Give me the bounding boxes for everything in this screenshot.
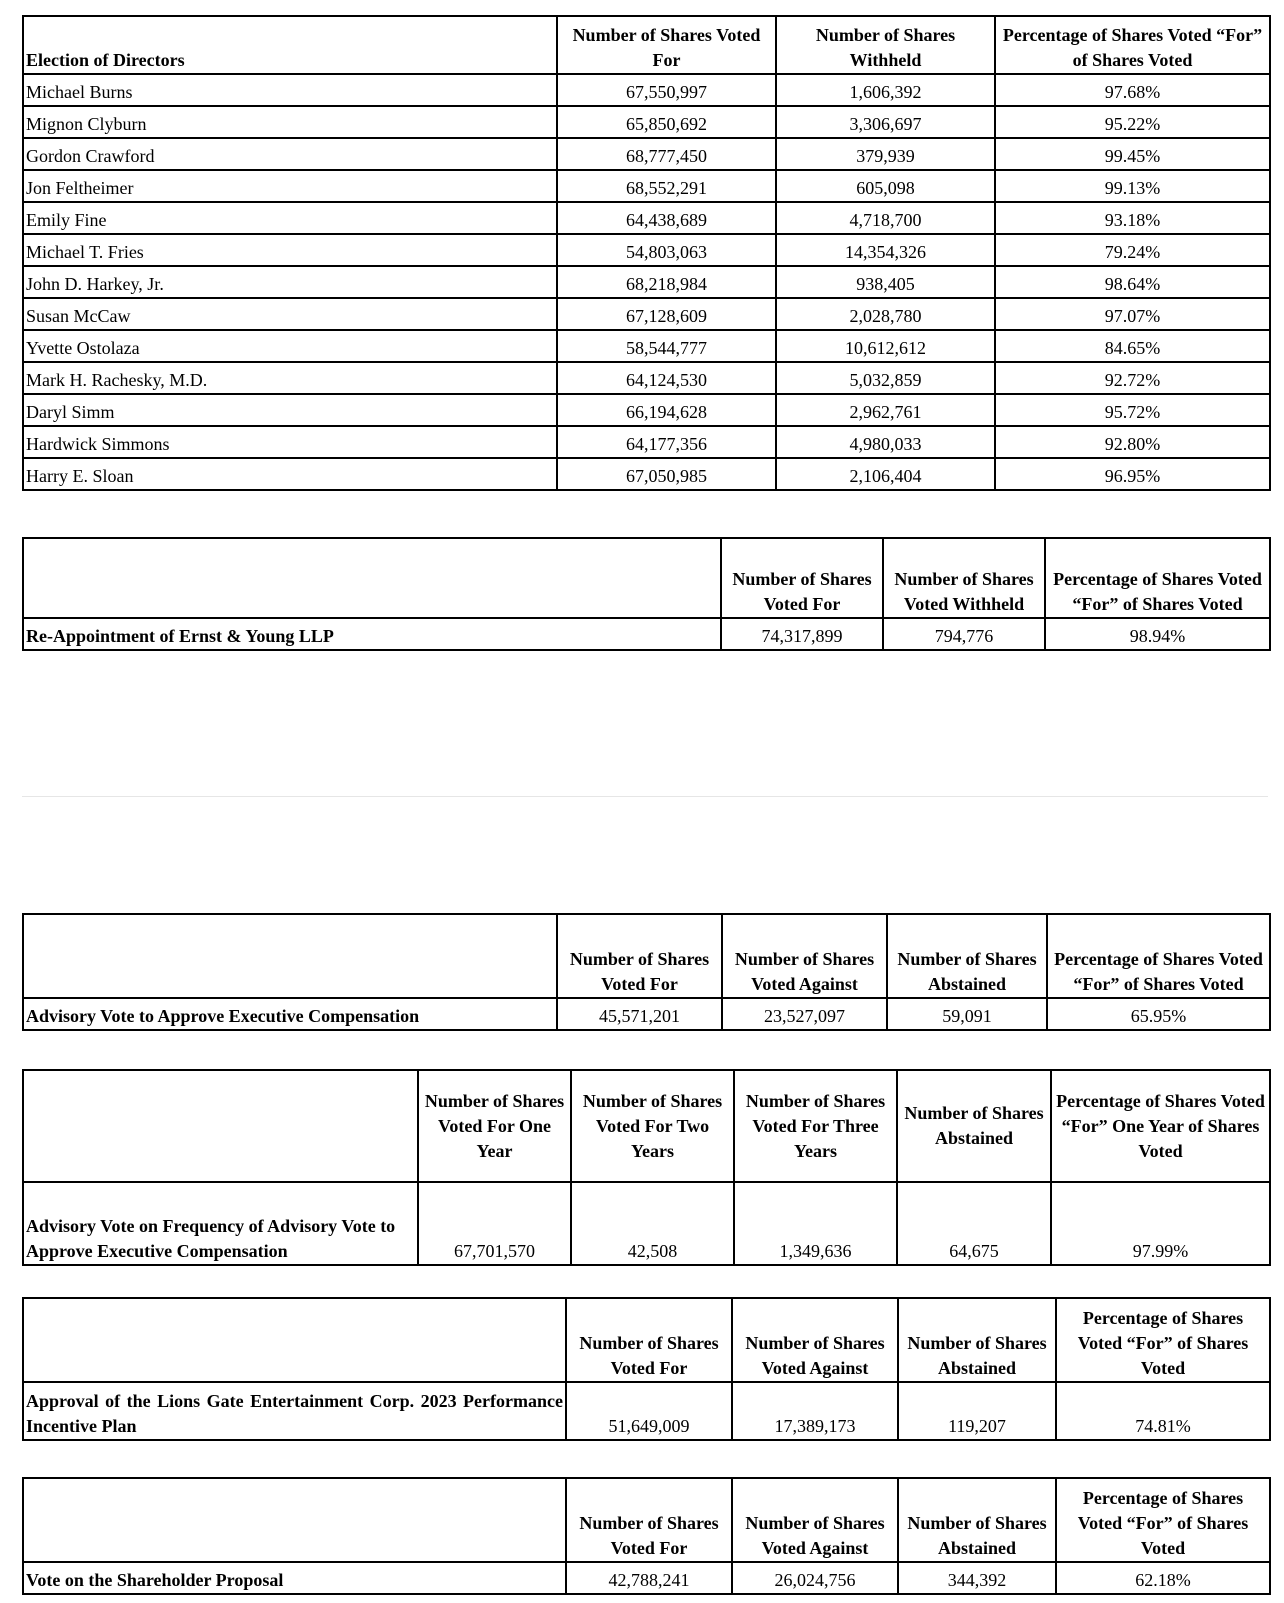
director-name: Hardwick Simmons	[23, 426, 557, 458]
header-percentage: Percentage of Shares Voted “For” of Shares Voted	[1045, 538, 1270, 618]
director-withheld: 938,405	[776, 266, 995, 298]
say-on-pay-voted-for: 45,571,201	[557, 998, 722, 1030]
header-withheld: Number of Shares Withheld	[776, 16, 995, 74]
director-row	[23, 138, 1270, 170]
director-name: Michael Burns	[23, 74, 557, 106]
director-voted-for: 68,218,984	[557, 266, 776, 298]
frequency-table	[22, 1069, 1271, 1266]
director-withheld: 14,354,326	[776, 234, 995, 266]
plan-header-blank	[23, 1298, 566, 1382]
director-row	[23, 74, 1270, 106]
director-withheld: 5,032,859	[776, 362, 995, 394]
director-name: Harry E. Sloan	[23, 458, 557, 490]
auditor-label: Re-Appointment of Ernst & Young LLP	[23, 618, 721, 650]
header-voted-for: Number of Shares Voted For	[566, 1298, 732, 1382]
director-percentage: 92.72%	[995, 362, 1270, 394]
auditor-row	[23, 618, 1270, 650]
header-three-years: Number of Shares Voted For Three Years	[734, 1070, 897, 1182]
director-withheld: 2,962,761	[776, 394, 995, 426]
director-voted-for: 64,177,356	[557, 426, 776, 458]
header-percentage: Percentage of Shares Voted “For” One Year of Shares Voted	[1051, 1070, 1270, 1182]
frequency-two-years: 42,508	[571, 1182, 734, 1265]
header-abstained: Number of Shares Abstained	[898, 1478, 1056, 1562]
frequency-header-blank	[23, 1070, 418, 1182]
proposal-row	[23, 1562, 1270, 1594]
director-row	[23, 330, 1270, 362]
director-percentage: 98.64%	[995, 266, 1270, 298]
header-withheld: Number of Shares Voted Withheld	[883, 538, 1045, 618]
auditor-header-blank	[23, 538, 721, 618]
director-name: Jon Feltheimer	[23, 170, 557, 202]
director-row	[23, 426, 1270, 458]
director-percentage: 79.24%	[995, 234, 1270, 266]
director-percentage: 95.72%	[995, 394, 1270, 426]
director-row	[23, 458, 1270, 490]
director-name: Yvette Ostolaza	[23, 330, 557, 362]
director-row	[23, 170, 1270, 202]
header-percentage: Percentage of Shares Voted “For” of Shares Voted	[1056, 1298, 1270, 1382]
director-row	[23, 106, 1270, 138]
director-row	[23, 298, 1270, 330]
say-on-pay-header-blank	[23, 914, 557, 998]
proposal-abstained: 344,392	[898, 1562, 1056, 1594]
header-one-year: Number of Shares Voted For One Year	[418, 1070, 571, 1182]
directors-table	[22, 15, 1271, 491]
director-withheld: 2,028,780	[776, 298, 995, 330]
plan-label: Approval of the Lions Gate Entertainment Corp. 2023 Performance Incentive Plan	[23, 1382, 566, 1440]
say-on-pay-label: Advisory Vote to Approve Executive Compensation	[23, 998, 557, 1030]
proposal-percentage: 62.18%	[1056, 1562, 1270, 1594]
plan-percentage: 74.81%	[1056, 1382, 1270, 1440]
director-name: Michael T. Fries	[23, 234, 557, 266]
director-withheld: 4,718,700	[776, 202, 995, 234]
director-name: Mark H. Rachesky, M.D.	[23, 362, 557, 394]
frequency-label: Advisory Vote on Frequency of Advisory Vote to Approve Executive Compensation	[23, 1182, 418, 1265]
director-row	[23, 362, 1270, 394]
plan-table	[22, 1297, 1271, 1441]
header-voted-for: Number of Shares Voted For	[721, 538, 883, 618]
director-name: Emily Fine	[23, 202, 557, 234]
director-withheld: 2,106,404	[776, 458, 995, 490]
header-voted-for: Number of Shares Voted For	[566, 1478, 732, 1562]
director-name: Gordon Crawford	[23, 138, 557, 170]
header-voted-against: Number of Shares Voted Against	[732, 1298, 898, 1382]
say-on-pay-table	[22, 913, 1271, 1031]
header-percentage: Percentage of Shares Voted “For” of Shares Voted	[1047, 914, 1270, 998]
director-withheld: 1,606,392	[776, 74, 995, 106]
director-percentage: 95.22%	[995, 106, 1270, 138]
plan-row	[23, 1382, 1270, 1440]
director-withheld: 10,612,612	[776, 330, 995, 362]
header-voted-against: Number of Shares Voted Against	[722, 914, 887, 998]
frequency-one-year: 67,701,570	[418, 1182, 571, 1265]
director-percentage: 92.80%	[995, 426, 1270, 458]
director-name: Mignon Clyburn	[23, 106, 557, 138]
director-voted-for: 54,803,063	[557, 234, 776, 266]
director-percentage: 99.13%	[995, 170, 1270, 202]
auditor-table	[22, 537, 1271, 651]
frequency-abstained: 64,675	[897, 1182, 1051, 1265]
auditor-withheld: 794,776	[883, 618, 1045, 650]
director-voted-for: 67,050,985	[557, 458, 776, 490]
director-voted-for: 68,777,450	[557, 138, 776, 170]
director-voted-for: 58,544,777	[557, 330, 776, 362]
proposal-voted-against: 26,024,756	[732, 1562, 898, 1594]
director-name: Susan McCaw	[23, 298, 557, 330]
frequency-three-years: 1,349,636	[734, 1182, 897, 1265]
proposal-table	[22, 1477, 1271, 1595]
director-voted-for: 66,194,628	[557, 394, 776, 426]
director-withheld: 4,980,033	[776, 426, 995, 458]
director-percentage: 96.95%	[995, 458, 1270, 490]
plan-voted-for: 51,649,009	[566, 1382, 732, 1440]
directors-header-label: Election of Directors	[23, 16, 557, 74]
header-percentage: Percentage of Shares Voted “For” of Shares Voted	[1056, 1478, 1270, 1562]
proposal-header-blank	[23, 1478, 566, 1562]
frequency-percentage: 97.99%	[1051, 1182, 1270, 1265]
header-abstained: Number of Shares Abstained	[898, 1298, 1056, 1382]
proposal-voted-for: 42,788,241	[566, 1562, 732, 1594]
auditor-header-row	[23, 538, 1270, 618]
header-abstained: Number of Shares Abstained	[887, 914, 1047, 998]
section-divider	[22, 796, 1268, 797]
plan-header-row	[23, 1298, 1270, 1382]
director-voted-for: 67,550,997	[557, 74, 776, 106]
director-withheld: 605,098	[776, 170, 995, 202]
director-voted-for: 68,552,291	[557, 170, 776, 202]
say-on-pay-voted-against: 23,527,097	[722, 998, 887, 1030]
director-voted-for: 67,128,609	[557, 298, 776, 330]
director-percentage: 93.18%	[995, 202, 1270, 234]
proposal-label: Vote on the Shareholder Proposal	[23, 1562, 566, 1594]
director-row	[23, 394, 1270, 426]
header-voted-for: Number of Shares Voted For	[557, 16, 776, 74]
header-voted-against: Number of Shares Voted Against	[732, 1478, 898, 1562]
director-percentage: 99.45%	[995, 138, 1270, 170]
director-name: Daryl Simm	[23, 394, 557, 426]
say-on-pay-abstained: 59,091	[887, 998, 1047, 1030]
header-voted-for: Number of Shares Voted For	[557, 914, 722, 998]
director-withheld: 379,939	[776, 138, 995, 170]
plan-abstained: 119,207	[898, 1382, 1056, 1440]
director-row	[23, 266, 1270, 298]
frequency-header-row	[23, 1070, 1270, 1182]
say-on-pay-header-row	[23, 914, 1270, 998]
director-percentage: 97.68%	[995, 74, 1270, 106]
director-voted-for: 64,438,689	[557, 202, 776, 234]
say-on-pay-row	[23, 998, 1270, 1030]
header-abstained: Number of Shares Abstained	[897, 1070, 1051, 1182]
auditor-voted-for: 74,317,899	[721, 618, 883, 650]
director-voted-for: 65,850,692	[557, 106, 776, 138]
director-voted-for: 64,124,530	[557, 362, 776, 394]
directors-header-row	[23, 16, 1270, 74]
say-on-pay-percentage: 65.95%	[1047, 998, 1270, 1030]
director-row	[23, 234, 1270, 266]
director-percentage: 84.65%	[995, 330, 1270, 362]
proposal-header-row	[23, 1478, 1270, 1562]
director-percentage: 97.07%	[995, 298, 1270, 330]
plan-voted-against: 17,389,173	[732, 1382, 898, 1440]
director-withheld: 3,306,697	[776, 106, 995, 138]
director-name: John D. Harkey, Jr.	[23, 266, 557, 298]
header-two-years: Number of Shares Voted For Two Years	[571, 1070, 734, 1182]
frequency-row	[23, 1182, 1270, 1265]
director-row	[23, 202, 1270, 234]
auditor-percentage: 98.94%	[1045, 618, 1270, 650]
header-percentage: Percentage of Shares Voted “For” of Shares Voted	[995, 16, 1270, 74]
